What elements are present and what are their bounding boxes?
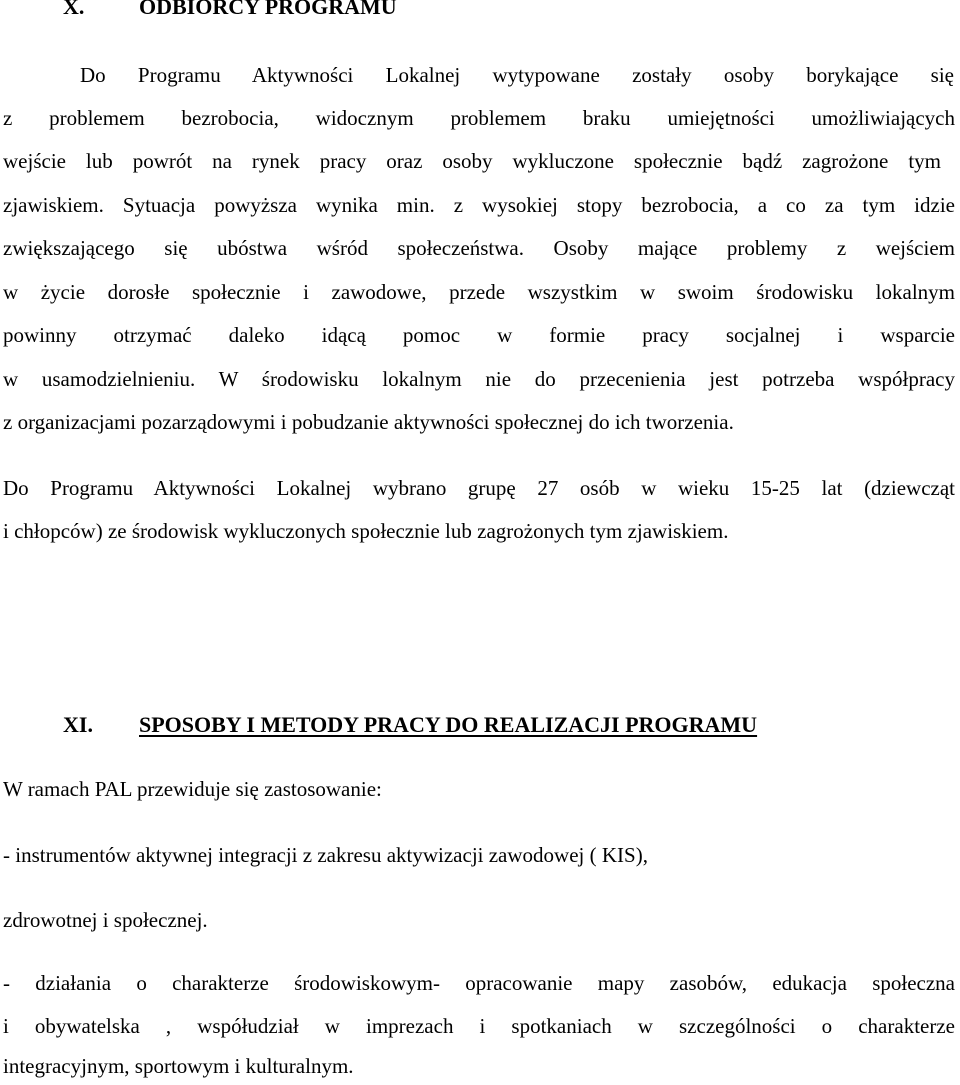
paragraph-line: zwiększającego się ubóstwa wśród społeczeństwa. Osoby mające problemy z wejściem	[3, 236, 955, 260]
section-x-number: X.	[63, 0, 85, 19]
paragraph-line: Do Programu Aktywności Lokalnej wybrano grupę 27 osób w wieku 15-25 lat (dziewcząt	[3, 476, 955, 500]
list-item-line: - działania o charakterze środowiskowym- opracowanie mapy zasobów, edukacja społeczna	[3, 971, 955, 995]
list-item-line: i obywatelska , współudział w imprezach i spotkaniach w szczególności o charakterze	[3, 1014, 955, 1038]
section-xi-intro: W ramach PAL przewiduje się zastosowanie:	[3, 777, 382, 801]
list-item-line: integracyjnym, sportowym i kulturalnym.	[3, 1054, 354, 1078]
paragraph-line: i chłopców) ze środowisk wykluczonych społecznie lub zagrożonych tym zjawiskiem.	[3, 519, 729, 543]
paragraph-line: Do Programu Aktywności Lokalnej wytypowane zostały osoby borykające się	[80, 63, 954, 87]
paragraph-line: powinny otrzymać daleko idącą pomoc w formie pracy socjalnej i wsparcie	[3, 323, 955, 347]
section-xi-title: SPOSOBY I METODY PRACY DO REALIZACJI PROGRAMU	[139, 712, 758, 737]
section-xi-heading	[63, 712, 758, 738]
list-item-line: - instrumentów aktywnej integracji z zakresu aktywizacji zawodowej ( KIS),	[3, 843, 648, 867]
paragraph-line: wejście lub powrót na rynek pracy oraz osoby wykluczone społecznie bądź zagrożone tym	[3, 149, 941, 173]
paragraph-line: zjawiskiem. Sytuacja powyższa wynika min. z wysokiej stopy bezrobocia, a co za tym idzie	[3, 193, 955, 217]
paragraph-line: w usamodzielnieniu. W środowisku lokalnym nie do przecenienia jest potrzeba współpracy	[3, 367, 955, 391]
list-item-line: zdrowotnej i społecznej.	[3, 908, 208, 932]
section-x-title: ODBIORCY PROGRAMU	[139, 0, 397, 19]
paragraph-line: w życie dorosłe społecznie i zawodowe, przede wszystkim w swoim środowisku lokalnym	[3, 280, 955, 304]
paragraph-line: z problemem bezrobocia, widocznym problemem braku umiejętności umożliwiających	[3, 106, 955, 130]
paragraph-line: z organizacjami pozarządowymi i pobudzanie aktywności społecznej do ich tworzenia.	[3, 410, 734, 434]
section-x-heading	[63, 0, 397, 20]
section-xi-number: XI.	[63, 712, 93, 737]
